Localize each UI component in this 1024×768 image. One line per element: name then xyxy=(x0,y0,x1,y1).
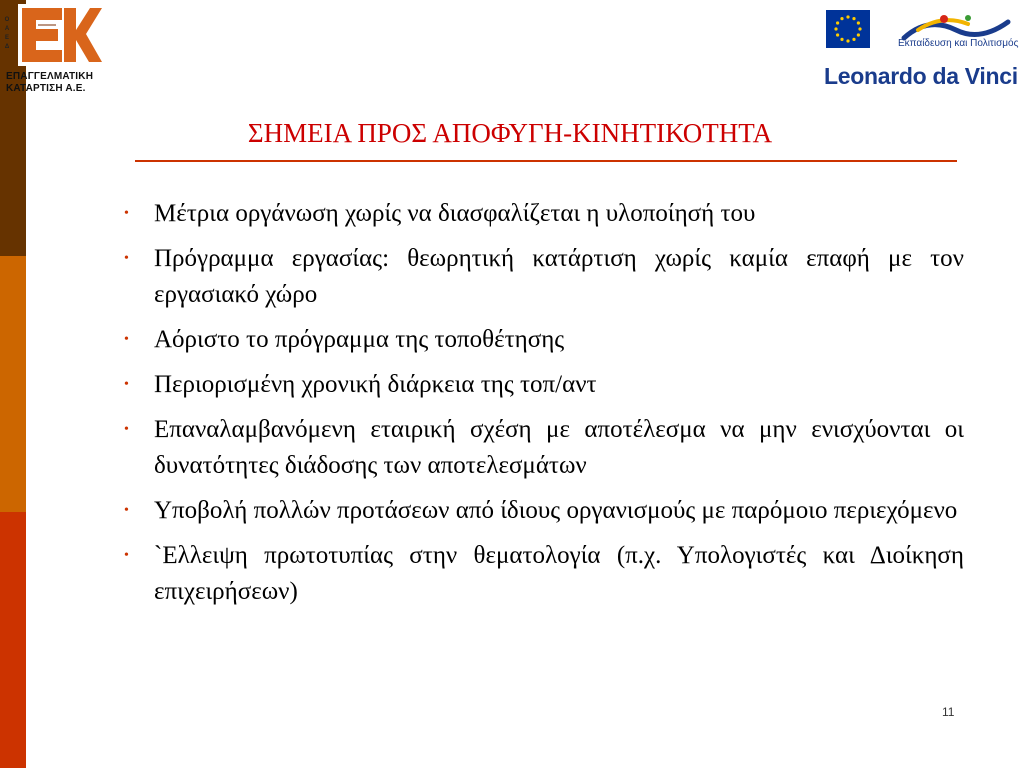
logo-vertical-letter: Δ xyxy=(4,44,10,50)
company-logo xyxy=(0,0,112,100)
bullet-dot-icon: • xyxy=(124,377,129,392)
eu-star-icon xyxy=(836,21,839,24)
bullet-dot-icon: • xyxy=(124,422,129,437)
ek-logo-mark-icon xyxy=(18,4,104,66)
education-culture-label: Εκπαίδευση και Πολιτισμός xyxy=(898,38,1019,49)
logo-vertical-letter: Ο xyxy=(4,17,10,23)
bullet-text: Περιορισμένη χρονική διάρκεια της τοπ/αντ xyxy=(154,371,597,398)
bullet-item xyxy=(122,367,964,403)
eu-star-icon xyxy=(840,17,843,20)
logo-vertical-text xyxy=(2,16,12,52)
bullet-text: `Ελλειψη πρωτοτυπίας στην θεματολογία (π.χ. Υπολογιστές και Διοίκηση επιχειρήσεων) xyxy=(154,542,964,605)
bullet-text: Υποβολή πολλών προτάσεων από ίδιους οργανισμούς με παρόμοιο περιεχόμενο xyxy=(154,497,958,524)
eu-star-icon xyxy=(852,38,855,41)
eu-star-icon xyxy=(857,21,860,24)
bullet-item xyxy=(122,493,964,529)
eu-star-icon xyxy=(840,38,843,41)
eu-star-icon xyxy=(836,33,839,36)
bullet-list xyxy=(122,196,964,619)
bullet-text: Αόριστο το πρόγραμμα της τοποθέτησης xyxy=(154,326,565,353)
bullet-dot-icon: • xyxy=(124,503,129,518)
bullet-text: Μέτρια οργάνωση χωρίς να διασφαλίζεται η υλοποίησή του xyxy=(154,200,756,227)
bullet-text: Πρόγραμμα εργασίας: θεωρητική κατάρτιση χωρίς καμία επαφή με τον εργασιακό χώρο xyxy=(154,245,964,308)
leonardo-da-vinci-label: Leonardo da Vinci xyxy=(824,63,1018,89)
logo-vertical-letter: Ε xyxy=(4,35,9,41)
eu-star-icon xyxy=(852,17,855,20)
bullet-dot-icon: • xyxy=(124,251,129,266)
logo-vertical-letter: Α xyxy=(4,26,10,32)
bullet-item xyxy=(122,322,964,358)
page-number: 11 xyxy=(942,705,955,719)
eu-star-icon xyxy=(834,27,837,30)
bullet-item xyxy=(122,538,964,610)
slide-title: ΣΗΜΕΙΑ ΠΡΟΣ ΑΠΟΦΥΓΗ-ΚΙΝΗΤΙΚΟΤΗΤΑ xyxy=(247,118,773,148)
logo-text xyxy=(6,71,110,95)
logo-text-line-1: ΕΠΑΓΓΕΛΜΑΤΙΚΗ xyxy=(6,71,94,82)
bullet-dot-icon: • xyxy=(124,206,129,221)
bullet-item xyxy=(122,412,964,484)
bullet-dot-icon: • xyxy=(124,548,129,563)
bullet-item xyxy=(122,196,964,232)
logo-text-line-2: ΚΑΤΑΡΤΙΣΗ Α.Ε. xyxy=(6,83,86,94)
eu-star-icon xyxy=(846,39,849,42)
title-divider xyxy=(135,160,957,162)
eu-star-icon xyxy=(857,33,860,36)
left-band-bottom xyxy=(0,512,26,768)
bullet-item xyxy=(122,241,964,313)
bullet-dot-icon: • xyxy=(124,332,129,347)
left-band-middle xyxy=(0,256,26,512)
bullet-text: Επαναλαμβανόμενη εταιρική σχέση με αποτέλεσμα να μην ενισχύονται οι δυνατότητες διάδοσης των αποτελεσμάτων xyxy=(154,416,964,479)
eu-star-icon xyxy=(858,27,861,30)
eu-star-icon xyxy=(846,15,849,18)
eu-flag-icon xyxy=(826,10,870,48)
